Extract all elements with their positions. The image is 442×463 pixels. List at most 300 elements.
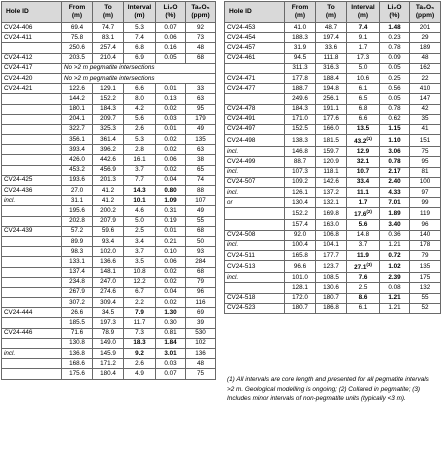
interval-cell bbox=[347, 250, 380, 260]
ta2o5-cell-value: 102 bbox=[195, 339, 206, 347]
to-cell-value: 120.9 bbox=[323, 157, 339, 165]
li2o-cell-value: 0.06 bbox=[164, 156, 177, 164]
to-cell bbox=[316, 23, 347, 33]
ta2o5-cell bbox=[186, 216, 216, 226]
from-cell-value: 195.6 bbox=[69, 206, 85, 214]
ta2o5-cell bbox=[186, 247, 216, 257]
to-cell-value: 93.4 bbox=[101, 237, 115, 245]
from-cell bbox=[285, 114, 316, 124]
ta2o5-cell-value: 162 bbox=[419, 64, 431, 72]
from-cell-value: 185.5 bbox=[69, 319, 85, 327]
ta2o5-cell-value: 48 bbox=[196, 359, 204, 367]
to-cell-value: 129.1 bbox=[100, 84, 116, 92]
to-cell-value: 188.4 bbox=[323, 74, 339, 82]
interval-cell bbox=[124, 247, 156, 257]
to-cell-value: 159.7 bbox=[323, 147, 339, 155]
li2o-cell bbox=[380, 135, 410, 147]
ta2o5-cell-value: 48 bbox=[421, 54, 429, 62]
note-cell: No >2 m pegmatite intersections bbox=[62, 73, 216, 83]
ta2o5-cell-value: 22 bbox=[421, 74, 429, 82]
li2o-cell bbox=[156, 267, 186, 277]
to-cell bbox=[93, 206, 124, 216]
interval-cell bbox=[347, 293, 380, 303]
ta2o5-cell-value: 35 bbox=[421, 115, 429, 123]
interval-cell-value: 2.2 bbox=[135, 298, 144, 306]
li2o-cell-value: 0.03 bbox=[164, 359, 177, 367]
from-cell-value: 41.0 bbox=[293, 23, 307, 31]
table-row bbox=[225, 283, 441, 293]
table-row bbox=[225, 177, 441, 187]
from-cell bbox=[62, 196, 93, 206]
li2o-cell bbox=[380, 157, 410, 167]
ta2o5-cell bbox=[410, 187, 441, 197]
li2o-cell bbox=[156, 175, 186, 185]
hole-id-cell bbox=[2, 287, 62, 297]
interval-cell bbox=[124, 124, 156, 134]
li2o-cell-value: 0.04 bbox=[164, 176, 177, 184]
hole-id-cell bbox=[2, 145, 62, 155]
interval-cell bbox=[347, 147, 380, 157]
interval-cell-value: 11.7 bbox=[133, 319, 146, 327]
to-cell bbox=[316, 283, 347, 293]
li2o-cell-value: 1.21 bbox=[388, 304, 401, 312]
interval-cell bbox=[347, 240, 380, 250]
li2o-cell bbox=[156, 165, 186, 175]
to-cell-value: 194.8 bbox=[323, 84, 339, 92]
interval-cell bbox=[347, 261, 380, 273]
ta2o5-cell-value: 97 bbox=[421, 188, 429, 196]
from-cell bbox=[62, 277, 93, 287]
li2o-cell bbox=[380, 33, 410, 43]
to-cell-value: 123.7 bbox=[323, 262, 339, 270]
ta2o5-cell-value: 100 bbox=[419, 178, 431, 186]
from-cell-value: 128.1 bbox=[292, 284, 308, 291]
hole-id-cell bbox=[225, 283, 285, 293]
interval-cell-value: 11.9 bbox=[357, 251, 369, 259]
interval-cell bbox=[124, 94, 156, 104]
to-cell-value: 361.4 bbox=[100, 135, 116, 143]
to-cell-value: 177.7 bbox=[323, 251, 339, 259]
from-cell bbox=[285, 208, 316, 220]
li2o-cell bbox=[156, 298, 186, 308]
ta2o5-cell-value: 68 bbox=[196, 268, 204, 276]
from-cell-value: 249.6 bbox=[292, 94, 308, 102]
hole-id-cell bbox=[2, 216, 62, 226]
ta2o5-cell-value: 201 bbox=[419, 23, 431, 31]
interval-cell bbox=[347, 84, 380, 94]
to-cell-value: 442.6 bbox=[100, 156, 116, 164]
ta2o5-cell bbox=[410, 124, 441, 134]
ta2o5-cell-value: 88 bbox=[196, 186, 204, 194]
ta2o5-cell-value: 99 bbox=[421, 198, 429, 206]
from-cell bbox=[62, 267, 93, 277]
ta2o5-cell bbox=[186, 226, 216, 236]
ta2o5-cell-value: 79 bbox=[421, 251, 429, 259]
table-row bbox=[225, 124, 441, 134]
ta2o5-cell-value: 63 bbox=[196, 145, 204, 153]
table-row bbox=[2, 308, 216, 318]
to-cell bbox=[93, 114, 124, 124]
li2o-cell-value: 0.02 bbox=[164, 135, 177, 143]
table-row bbox=[2, 53, 216, 63]
table-row bbox=[225, 147, 441, 157]
interval-cell bbox=[124, 165, 156, 175]
hole-id-cell: CV24-471 bbox=[225, 73, 285, 83]
hole-id-cell: CV24-444 bbox=[2, 308, 62, 318]
from-cell-value: 172.0 bbox=[292, 294, 308, 302]
ta2o5-cell-value: 75 bbox=[421, 147, 429, 155]
to-cell bbox=[93, 338, 124, 348]
li2o-cell-value: 0.02 bbox=[164, 105, 177, 113]
table-row bbox=[2, 338, 216, 348]
li2o-cell-value: 2.39 bbox=[388, 273, 401, 281]
interval-cell-value: 6.6 bbox=[358, 115, 368, 123]
hole-id-cell: CV24-491 bbox=[225, 114, 285, 124]
interval-cell-value: 2.5 bbox=[135, 227, 144, 235]
from-cell-value: 177.8 bbox=[292, 74, 308, 82]
li2o-cell bbox=[156, 349, 186, 359]
table-row bbox=[225, 220, 441, 230]
interval-cell-value: 18.3 bbox=[133, 339, 146, 347]
li2o-cell-value: 1.30 bbox=[164, 308, 177, 316]
ta2o5-cell-value: 140 bbox=[419, 231, 431, 239]
from-cell-value: 168.6 bbox=[69, 359, 85, 367]
ta2o5-cell bbox=[410, 33, 441, 43]
ta2o5-cell-value: 136 bbox=[195, 349, 206, 357]
ta2o5-cell-value: 96 bbox=[196, 288, 204, 296]
header-row bbox=[225, 2, 441, 23]
ta2o5-cell-value: 73 bbox=[196, 33, 204, 41]
interval-cell-value: 12.2 bbox=[133, 278, 146, 286]
to-cell bbox=[316, 114, 347, 124]
interval-cell-value: 6.8 bbox=[358, 105, 368, 113]
to-cell-value: 83.1 bbox=[101, 33, 115, 41]
ta2o5-cell-value: 69 bbox=[196, 308, 204, 316]
ta2o5-cell bbox=[186, 186, 216, 196]
li2o-cell-value: 1.02 bbox=[388, 262, 401, 270]
li2o-cell bbox=[380, 114, 410, 124]
ta2o5-cell-value: 530 bbox=[195, 329, 206, 337]
hole-id-cell: incl. bbox=[2, 349, 62, 359]
table-row bbox=[225, 43, 441, 53]
li2o-cell bbox=[156, 216, 186, 226]
li2o-cell-value: 0.01 bbox=[164, 227, 177, 235]
hole-id-cell: CV24-406 bbox=[2, 23, 62, 33]
interval-cell-value: 7.4 bbox=[135, 33, 144, 41]
hole-id-cell: CV24-457 bbox=[225, 43, 285, 53]
to-cell-value: 247.0 bbox=[100, 278, 116, 286]
ta2o5-cell bbox=[186, 236, 216, 246]
ta2o5-cell-value: 92 bbox=[196, 23, 204, 31]
ta2o5-cell bbox=[410, 283, 441, 293]
to-cell bbox=[93, 267, 124, 277]
li2o-cell-value: 0.01 bbox=[164, 84, 177, 92]
hole-id-cell bbox=[225, 63, 285, 73]
interval-cell-value: 6.1 bbox=[358, 84, 368, 92]
to-cell-value: 41.2 bbox=[101, 196, 115, 204]
hole-id-cell: CV24-478 bbox=[225, 104, 285, 114]
to-cell bbox=[316, 198, 347, 208]
table-row bbox=[2, 267, 216, 277]
to-cell bbox=[93, 165, 124, 175]
ta2o5-cell-value: 41 bbox=[421, 125, 429, 133]
note-cell: No >2 m pegmatite intersections bbox=[62, 63, 216, 73]
header-hole-id: Hole ID bbox=[2, 2, 62, 23]
interval-cell bbox=[347, 303, 380, 313]
li2o-cell bbox=[156, 94, 186, 104]
ta2o5-cell bbox=[410, 220, 441, 230]
from-cell-value: 27.0 bbox=[70, 186, 84, 194]
li2o-cell bbox=[380, 303, 410, 313]
li2o-cell bbox=[380, 53, 410, 63]
to-cell-value: 209.7 bbox=[100, 115, 116, 123]
from-cell bbox=[62, 114, 93, 124]
ta2o5-cell-value: 55 bbox=[196, 217, 204, 225]
from-cell-value: 109.2 bbox=[292, 178, 308, 186]
li2o-cell bbox=[380, 94, 410, 104]
table-row bbox=[2, 94, 216, 104]
ta2o5-cell bbox=[186, 135, 216, 145]
ta2o5-cell bbox=[410, 293, 441, 303]
hole-id-cell bbox=[225, 208, 285, 220]
interval-cell bbox=[124, 267, 156, 277]
interval-cell-value: 6.1 bbox=[358, 304, 368, 312]
ta2o5-cell bbox=[186, 155, 216, 165]
to-cell bbox=[93, 175, 124, 185]
ta2o5-cell bbox=[186, 196, 216, 206]
from-cell-value: 267.9 bbox=[69, 288, 85, 296]
hole-id-cell bbox=[2, 247, 62, 257]
interval-cell-value: 43.2 bbox=[354, 138, 367, 146]
li2o-cell bbox=[156, 338, 186, 348]
table-row bbox=[2, 63, 216, 73]
li2o-cell bbox=[156, 257, 186, 267]
li2o-cell-value: 0.62 bbox=[388, 115, 401, 123]
li2o-cell bbox=[156, 43, 186, 53]
from-cell-value: 144.2 bbox=[69, 94, 85, 102]
interval-cell-value: 4.2 bbox=[135, 105, 144, 113]
interval-cell-value: 9.2 bbox=[135, 349, 144, 357]
li2o-cell-value: 0.78 bbox=[388, 43, 401, 51]
interval-cell-value: 5.6 bbox=[358, 220, 368, 228]
to-cell-value: 456.9 bbox=[100, 166, 116, 174]
to-cell-value: 48.7 bbox=[324, 23, 338, 31]
table-row bbox=[225, 73, 441, 83]
li2o-cell bbox=[380, 23, 410, 33]
to-cell-value: 152.2 bbox=[100, 94, 116, 102]
hole-id-cell: or bbox=[225, 198, 285, 208]
li2o-cell-value: 0.31 bbox=[164, 206, 177, 214]
interval-cell-value: 6.5 bbox=[358, 94, 368, 102]
to-cell bbox=[316, 53, 347, 63]
from-cell bbox=[62, 124, 93, 134]
assay-table-left bbox=[1, 1, 216, 380]
interval-cell bbox=[124, 135, 156, 145]
table-row bbox=[2, 84, 216, 94]
from-cell-value: 31.1 bbox=[70, 196, 84, 204]
from-cell bbox=[62, 165, 93, 175]
from-cell-value: 75.8 bbox=[70, 33, 84, 41]
interval-cell-value: 27.1 bbox=[354, 264, 367, 272]
to-cell-value: 34.5 bbox=[101, 308, 115, 316]
interval-cell bbox=[124, 175, 156, 185]
from-cell-value: 57.2 bbox=[70, 227, 84, 235]
ta2o5-cell-value: 79 bbox=[196, 278, 204, 286]
header-row bbox=[2, 2, 216, 23]
li2o-cell bbox=[380, 124, 410, 134]
li2o-cell-value: 0.01 bbox=[164, 125, 177, 133]
from-cell-value: 180.7 bbox=[292, 304, 308, 312]
hole-id-cell: incl. bbox=[225, 187, 285, 197]
from-cell bbox=[62, 104, 93, 114]
ta2o5-cell-value: 68 bbox=[196, 54, 204, 62]
interval-cell bbox=[347, 104, 380, 114]
li2o-cell bbox=[156, 236, 186, 246]
interval-cell-value: 3.7 bbox=[135, 166, 144, 174]
ta2o5-cell-value: 96 bbox=[421, 220, 429, 228]
to-cell bbox=[316, 261, 347, 273]
ta2o5-cell bbox=[410, 240, 441, 250]
to-cell bbox=[93, 328, 124, 338]
ta2o5-cell-value: 151 bbox=[419, 136, 431, 144]
li2o-cell-value: 0.05 bbox=[388, 64, 401, 72]
table-row bbox=[225, 187, 441, 197]
from-cell-value: 71.6 bbox=[70, 329, 84, 337]
header-li2o: Li₂O (%) bbox=[156, 2, 186, 23]
from-cell bbox=[62, 359, 93, 369]
li2o-cell-value: 1.09 bbox=[164, 196, 177, 204]
hole-id-cell bbox=[2, 236, 62, 246]
li2o-cell bbox=[156, 53, 186, 63]
from-cell-value: 69.4 bbox=[70, 23, 84, 31]
interval-cell-value: 6.8 bbox=[135, 43, 144, 51]
li2o-cell-value: 0.03 bbox=[164, 115, 177, 123]
table-row bbox=[2, 247, 216, 257]
interval-cell bbox=[347, 157, 380, 167]
from-cell bbox=[285, 147, 316, 157]
to-cell-value: 108.5 bbox=[323, 273, 339, 281]
to-cell-value: 325.3 bbox=[100, 125, 116, 133]
ta2o5-cell-value: 135 bbox=[195, 135, 206, 143]
li2o-cell-value: 2.40 bbox=[388, 178, 401, 186]
to-cell bbox=[316, 220, 347, 230]
table-row bbox=[2, 298, 216, 308]
interval-cell bbox=[124, 186, 156, 196]
to-cell-value: 171.2 bbox=[100, 359, 116, 367]
from-cell-value: 92.0 bbox=[293, 231, 307, 239]
li2o-cell bbox=[156, 318, 186, 328]
table-row bbox=[225, 94, 441, 104]
to-cell bbox=[316, 124, 347, 134]
from-cell bbox=[285, 94, 316, 104]
li2o-cell-value: 0.02 bbox=[164, 298, 177, 306]
from-cell-value: 137.4 bbox=[69, 268, 85, 276]
table-row bbox=[2, 73, 216, 83]
to-cell-value: 197.4 bbox=[323, 33, 339, 41]
interval-cell bbox=[347, 114, 380, 124]
to-cell bbox=[316, 273, 347, 283]
ta2o5-cell bbox=[186, 43, 216, 53]
to-cell bbox=[316, 187, 347, 197]
hole-id-cell bbox=[2, 298, 62, 308]
to-cell-value: 149.0 bbox=[100, 339, 116, 347]
to-cell-value: 186.8 bbox=[323, 304, 339, 312]
ta2o5-cell bbox=[410, 273, 441, 283]
to-cell-value: 256.1 bbox=[323, 94, 339, 102]
table-row bbox=[2, 277, 216, 287]
ta2o5-cell bbox=[186, 308, 216, 318]
ta2o5-cell-value: 63 bbox=[196, 94, 204, 102]
table-row bbox=[225, 135, 441, 147]
hole-id-cell bbox=[2, 359, 62, 369]
hole-id-cell: CV24-412 bbox=[2, 53, 62, 63]
table-row bbox=[2, 135, 216, 145]
ta2o5-cell-value: 49 bbox=[196, 125, 204, 133]
hole-id-cell: incl. bbox=[225, 167, 285, 177]
table-row bbox=[225, 230, 441, 240]
table-row bbox=[225, 33, 441, 43]
from-cell bbox=[285, 135, 316, 147]
ta2o5-cell bbox=[186, 165, 216, 175]
ta2o5-cell bbox=[186, 84, 216, 94]
li2o-cell bbox=[380, 147, 410, 157]
ta2o5-cell bbox=[186, 33, 216, 43]
from-cell bbox=[62, 318, 93, 328]
li2o-cell-value: 0.36 bbox=[388, 231, 401, 239]
li2o-cell bbox=[156, 226, 186, 236]
interval-cell-value: 2.8 bbox=[135, 145, 144, 153]
from-cell bbox=[285, 23, 316, 33]
li2o-cell bbox=[380, 283, 410, 293]
interval-cell bbox=[124, 114, 156, 124]
li2o-cell-value: 0.06 bbox=[164, 33, 177, 41]
li2o-cell bbox=[380, 73, 410, 83]
ta2o5-cell bbox=[186, 349, 216, 359]
interval-footnote-marker: (3) bbox=[366, 262, 372, 268]
ta2o5-cell bbox=[410, 135, 441, 147]
ta2o5-cell-value: 68 bbox=[196, 227, 204, 235]
table-row bbox=[2, 349, 216, 359]
hole-id-cell: CV24-436 bbox=[2, 186, 62, 196]
to-cell-value: 274.6 bbox=[100, 288, 116, 296]
header-from: From (m) bbox=[62, 2, 93, 23]
ta2o5-cell-value: 189 bbox=[419, 43, 431, 51]
from-cell bbox=[62, 33, 93, 43]
ta2o5-cell bbox=[186, 287, 216, 297]
to-cell bbox=[316, 43, 347, 53]
to-cell bbox=[93, 23, 124, 33]
from-cell-value: 453.2 bbox=[69, 166, 85, 174]
ta2o5-cell bbox=[410, 167, 441, 177]
header-to: To (m) bbox=[316, 2, 347, 23]
from-cell-value: 188.7 bbox=[292, 84, 308, 92]
to-cell-value: 106.8 bbox=[323, 231, 339, 239]
from-cell-value: 165.8 bbox=[292, 251, 308, 259]
ta2o5-cell-value: 48 bbox=[196, 43, 204, 51]
li2o-cell bbox=[380, 177, 410, 187]
from-cell-value: 202.8 bbox=[69, 217, 85, 225]
header-to: To (m) bbox=[93, 2, 124, 23]
interval-cell-value: 6.6 bbox=[135, 84, 144, 92]
table-body-left bbox=[2, 23, 216, 380]
li2o-cell bbox=[156, 114, 186, 124]
li2o-cell bbox=[156, 84, 186, 94]
table-row bbox=[225, 261, 441, 273]
ta2o5-cell bbox=[410, 73, 441, 83]
li2o-cell bbox=[380, 240, 410, 250]
table-row bbox=[2, 236, 216, 246]
ta2o5-cell bbox=[186, 53, 216, 63]
